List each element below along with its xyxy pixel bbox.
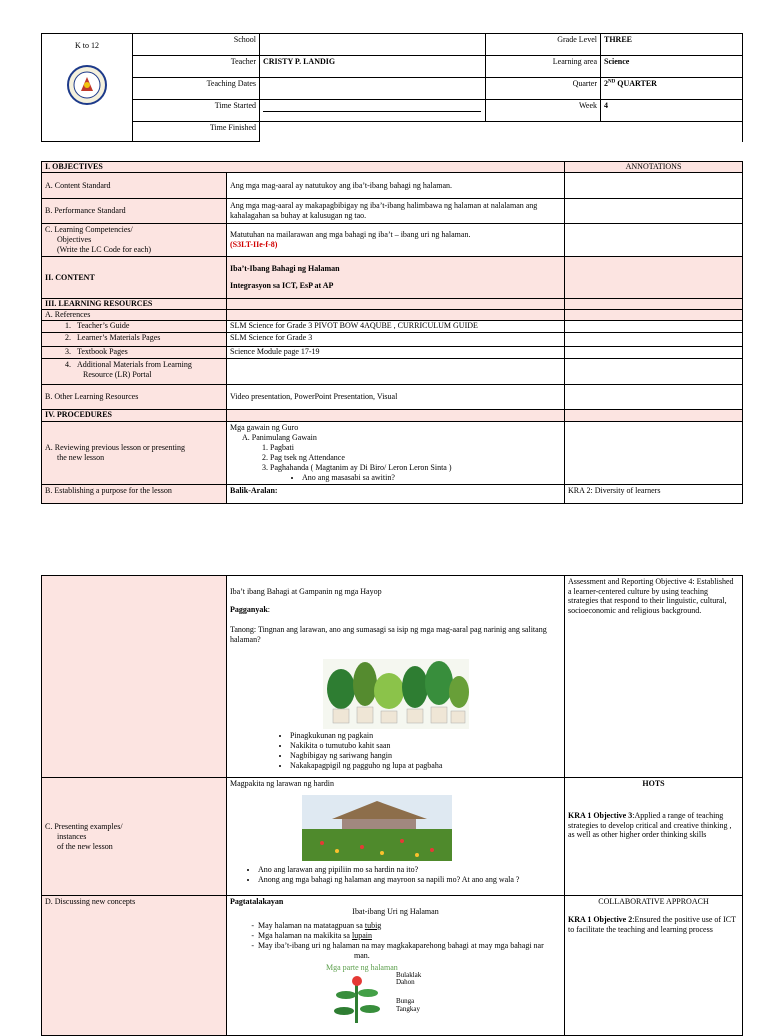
competencies-label-line1: C. Learning Competencies/ [45,225,133,234]
examples-cell [227,778,565,896]
dates-value [260,78,486,100]
teacher-value: CRISTY P. LANDIG [260,56,486,78]
lr-label-1: Additional Materials from Learning [77,360,192,369]
pagganyak-line: Pagganyak: [230,605,271,614]
d-item3: May iba’t-ibang uri ng halaman na may magkakaparehong bahagi at may mga bahagi nar [258,941,544,950]
plant-icon [332,973,382,1023]
finished-label: Time Finished [133,122,260,142]
d-item2-u: lupain [351,931,372,940]
reviewing-sub: A. Panimulang Gawain [242,433,317,442]
examples-label [42,778,227,896]
k12-logo-cell [42,34,133,142]
lesson-plan-table: I. OBJECTIVES ANNOTATIONS A. Content Standard Ang mga mag-aaral ay natutukoy ang iba’t-ibang bahagi ng halaman. B. Performance Standard Ang mga mag-aaral ay makapagbibigay ng iba’t-ibang halimbawa ng halaman at nalalaman ang kahalagahan sa buhay at kalusugan ng tao. C. Learning Competencies/ Objectives (Write the LC Code for each) Matutuhan na mailarawan ang mga bahagi ng iba’t – ibang uri ng halaman. (S3LT-IIe-f-8) II. CONTENT Iba’t-Ibang Bahagi ng Halaman Integrasyon sa ICT, EsP at AP III. LEARNING RESOURCES A. References 1. Teacher’s Guide SLM Science for Grade 3 PIVOT BOW 4AQUBE , CURRICULUM GUIDE 2. Learner’s Materials Pages SLM Science for Grade 3 3. Textbook Pages Science Module page 17-19 4. Additional Materials from Learning Resource (LR) Portal B. Other Learning Resources Video presentation, PowerPoint Presentation, Visual IV. PROCEDURES A. Reviewing previous lesson or presenting the new lesson Mga gawain ng Guro A. Panimulang Gawain 1. Pagbati 2. Pag tsek ng Attendance 3. Paghahanda ( Magtanim ay Di Biro/ Leron Leron Sinta ) • Ano ang masasabi sa awitin? B. Establishing a purpose for the lesson Balik-Aralan: KRA 2: Diversity of learners [41,161,743,504]
d-item1-u: tubig [364,921,382,930]
tb-label: Textbook Pages [77,347,128,356]
hots-heading: HOTS [642,779,665,788]
discussing-label: D. Discussing new concepts [42,896,227,1036]
label-bunga: Bunga [396,997,415,1005]
week-label: Week [486,100,601,122]
list-item [258,921,561,931]
kra1-obj3-note [568,811,739,840]
examples-list [230,865,561,885]
tg-text: SLM Science for Grade 3 PIVOT BOW 4AQUBE , CURRICULUM GUIDE [227,321,565,333]
week-value: 4 [601,100,743,122]
content-standard-text: Ang mga mag-aaral ay natutukoy ang iba’t-ibang bahagi ng halaman. [227,173,565,199]
list-item: • Nagbibigay ng sariwang hangin [290,751,561,761]
list-item: 2. Pag tsek ng Attendance [270,453,561,463]
list-item: • Nakikita o tumutubo kahit saan [290,741,561,751]
examples-label-line1: C. Presenting examples/ [45,821,123,831]
reviewing-label-line2: the new lesson [57,453,105,462]
list-item [258,941,561,961]
uri-heading: Ibat-ibang Uri ng Halaman [352,907,439,916]
pagtatalakay-label: Pagtatalakayan [230,897,284,906]
resources-heading: III. LEARNING RESOURCES [42,299,227,310]
quarter-value [601,78,743,100]
d-item3-tail: man. [354,951,370,960]
garden-image [302,795,452,861]
other-resources-text: Video presentation, PowerPoint Presentation, Visual [227,385,565,410]
area-value: Science [601,56,743,78]
reviewing-list [230,443,561,473]
quarter-label: Quarter [486,78,601,100]
list-item: • Nakakapagpigil ng pagguho ng lupa at pagbaha [290,761,561,771]
discussing-list [230,921,561,961]
tanong-text: Tanong: Tingnan ang larawan, ano ang sumasagi sa isip ng mga mag-aaral pag narinig ang salitang halaman? [230,625,547,644]
hots-cell [565,778,743,896]
k12-label: K to 12 [75,41,99,50]
list-item: • Ano ang larawan ang pipiliin mo sa hardin na ito? [258,865,561,875]
collab-heading: COLLABORATIVE APPROACH [598,897,709,906]
kra1-obj3-lead: KRA 1 Objective 3 [568,811,633,820]
assessment-note: Assessment and Reporting Objective 4: Established a learner-centered culture by using teaching strategies that respond to their linguistic, cultural, socioeconomic and religious background. [565,576,743,778]
label-tangkay: Tangkay [396,1005,421,1013]
competencies-text [227,224,565,257]
performance-standard-text: Ang mga mag-aaral ay makapagbibigay ng iba’t-ibang halimbawa ng halaman at nalalaman ang kahalagahan sa buhay at kalusugan ng tao. [227,199,565,224]
purpose-label: B. Establishing a purpose for the lesson [42,485,227,504]
performance-standard-label: B. Performance Standard [42,199,227,224]
list-item: 1. Pagbati [270,443,561,453]
competency-description: Matutuhan na mailarawan ang mga bahagi ng iba’t – ibang uri ng halaman. [230,230,471,239]
list-item: • Anong ang mga bahagi ng halaman ang mayroon sa napili mo? At ano ang wala ? [258,875,561,885]
list-item: • Pinagkukunan ng pagkain [290,731,561,741]
reviewing-label [42,422,227,485]
kra1-obj2-text: :Ensured the positive use of ICT to facilitate the teaching and learning process [568,915,736,934]
discussing-cell [227,896,565,1036]
content-text [227,257,565,299]
tb-text: Science Module page 17-19 [227,347,565,359]
intro-text: Iba’t ibang Bahagi at Gampanin ng mga Hayop [230,587,382,596]
content-label: II. CONTENT [42,257,227,299]
d-item1-pre: May halaman na matatagpuan sa [258,921,365,930]
competencies-label-line2: Objectives [57,235,92,244]
lm-label: Learner’s Materials Pages [77,333,161,342]
plant-parts-diagram [326,963,446,1023]
garden-intro: Magpakita ng larawan ng hardin [230,779,334,788]
collab-cell [565,896,743,1036]
reviewing-title: Mga gawain ng Guro [230,423,299,432]
reviewing-label-line1: A. Reviewing previous lesson or presenting [45,443,185,452]
kra1-obj3-text: :Applied a range of teaching strategies to develop critical and creative thinking , as well as other higher order thinking skills [568,811,732,840]
reviewing-text [227,422,565,485]
lesson-plan-table-continued [41,575,743,1036]
references-label: A. References [42,310,227,321]
diagram-title: Mga parte ng halaman [326,963,398,972]
started-label: Time Started [133,100,260,122]
d-item2-pre: Mga halaman na makikita sa [258,931,352,940]
lr-label-2: Resource (LR) Portal [83,370,152,379]
tg-label: Teacher’s Guide [77,321,130,330]
kra1-obj2-lead: KRA 1 Objective 2 [568,915,633,924]
lm-text: SLM Science for Grade 3 [227,333,565,347]
annotations-heading: ANNOTATIONS [565,162,743,173]
quarter-num: 2 [604,79,608,88]
label-bulaklak: Bulaklak [396,971,422,979]
purpose-text: Balik-Aralan: [227,485,565,504]
reviewing-bullets [230,473,561,483]
list-item: 3. Paghahanda ( Magtanim ay Di Biro/ Leron Leron Sinta ) [270,463,561,473]
started-line [263,101,481,112]
competency-code: (S3LT-IIe-f-8) [230,240,278,249]
examples-label-line3: of the new lesson [57,841,113,851]
competencies-label-line3: (Write the LC Code for each) [57,245,152,254]
purpose-note: KRA 2: Diversity of learners [565,485,743,504]
content-standard-label: A. Content Standard [42,173,227,199]
objectives-heading: I. OBJECTIVES [42,162,565,173]
list-item: • Ano ang masasabi sa awitin? [302,473,561,483]
deped-seal-icon [67,65,107,105]
other-resources-label: B. Other Learning Resources [42,385,227,410]
potted-plants-image [323,659,469,729]
content-title: Iba’t-Ibang Bahagi ng Halaman [230,264,340,273]
content-integration: Integrasyon sa ICT, EsP at AP [230,281,334,290]
grade-label: Grade Level [486,34,601,56]
started-value [260,100,486,122]
teacher-label: Teacher [133,56,260,78]
label-dahon: Dahon [396,978,415,986]
motivation-cell [227,576,565,778]
procedures-heading: IV. PROCEDURES [42,410,227,422]
school-label: School [133,34,260,56]
quarter-sup: ND [608,79,616,85]
pagganyak-label: Pagganyak [230,605,268,614]
list-item [258,931,561,941]
kra1-obj2-note [568,915,739,934]
dates-label: Teaching Dates [133,78,260,100]
area-label: Learning area [486,56,601,78]
quarter-word: QUARTER [615,79,657,88]
school-value [260,34,486,56]
header-table [41,33,743,142]
motivation-list [230,731,561,771]
competencies-label [42,224,227,257]
grade-value: THREE [601,34,743,56]
examples-label-line2: instances [57,831,87,841]
